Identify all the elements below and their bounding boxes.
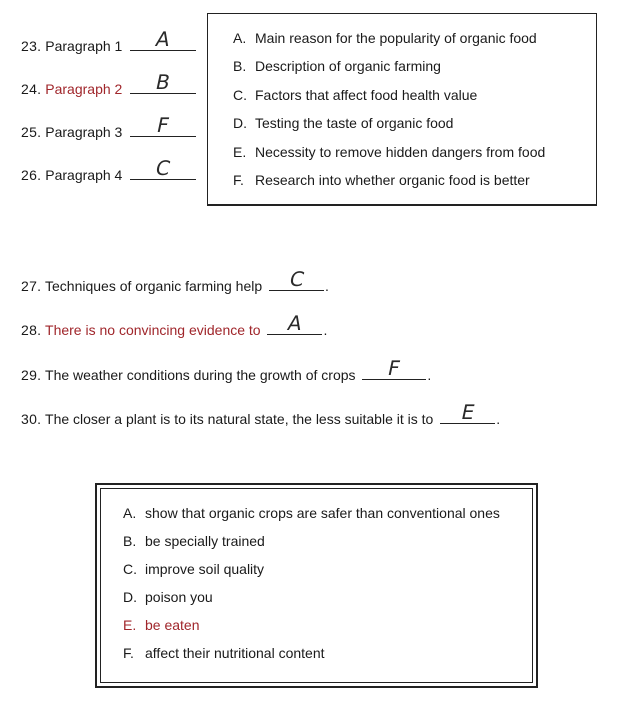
handwritten-answer: C — [287, 267, 307, 291]
option-letter: D. — [123, 589, 137, 605]
option-e — [233, 143, 545, 161]
handwritten-answer: B — [153, 70, 173, 94]
question-number: 25. — [21, 124, 42, 140]
ending-option-e — [123, 616, 200, 634]
option-text: show that organic crops are safer than conventional ones — [145, 505, 500, 521]
answer-blank[interactable] — [362, 356, 426, 380]
handwritten-answer: F — [386, 356, 403, 380]
option-letter: C. — [123, 561, 137, 577]
option-letter: F. — [123, 645, 134, 661]
question-text: There is no convincing evidence to — [45, 322, 261, 338]
option-text: Research into whether organic food is better — [255, 172, 530, 188]
option-c — [233, 86, 477, 104]
option-text: affect their nutritional content — [145, 645, 325, 661]
option-text: be eaten — [145, 617, 200, 633]
question-text: Paragraph 1 — [45, 38, 123, 54]
question-text: Paragraph 3 — [45, 124, 123, 140]
option-text: poison you — [145, 589, 213, 605]
option-text: Description of organic farming — [255, 58, 441, 74]
option-text: improve soil quality — [145, 561, 265, 577]
handwritten-answer: F — [154, 113, 172, 137]
sentence-end: . — [427, 367, 432, 383]
question-number: 24. — [21, 81, 42, 97]
option-letter: A. — [123, 505, 137, 521]
question-30 — [21, 400, 501, 428]
option-letter: A. — [233, 30, 247, 46]
sentence-end: . — [496, 411, 501, 427]
answer-blank[interactable] — [130, 113, 196, 137]
question-number: 27. — [21, 278, 42, 294]
question-text: The weather conditions during the growth of crops — [45, 367, 356, 383]
answer-blank[interactable] — [130, 70, 196, 94]
ending-option-d — [123, 588, 213, 606]
ending-option-a — [123, 504, 500, 522]
question-29 — [21, 356, 432, 384]
option-letter: B. — [123, 533, 137, 549]
option-b — [233, 57, 441, 75]
question-27 — [21, 267, 329, 295]
question-number: 23. — [21, 38, 42, 54]
ending-option-b — [123, 532, 265, 550]
question-number: 28. — [21, 322, 42, 338]
option-f — [233, 171, 530, 189]
answer-blank[interactable] — [130, 156, 196, 180]
handwritten-answer: A — [285, 311, 305, 335]
sentence-end: . — [323, 322, 328, 338]
question-text: Paragraph 4 — [45, 167, 123, 183]
option-d — [233, 114, 453, 132]
question-text: Techniques of organic farming help — [45, 278, 263, 294]
option-letter: E. — [233, 144, 247, 160]
question-23 — [21, 27, 196, 55]
option-letter: B. — [233, 58, 247, 74]
question-28 — [21, 311, 328, 339]
option-text: Necessity to remove hidden dangers from food — [255, 144, 546, 160]
answer-blank[interactable] — [130, 27, 196, 51]
ending-option-c — [123, 560, 264, 578]
sentence-end: . — [325, 278, 329, 294]
option-text: Testing the taste of organic food — [255, 115, 454, 131]
handwritten-answer: C — [153, 156, 173, 180]
option-letter: D. — [233, 115, 247, 131]
option-text: be specially trained — [145, 533, 265, 549]
option-text: Factors that affect food health value — [255, 87, 478, 103]
option-letter: F. — [233, 172, 244, 188]
question-text: Paragraph 2 — [45, 81, 123, 97]
handwritten-answer: E — [458, 400, 477, 424]
question-25 — [21, 113, 196, 141]
ending-option-f — [123, 644, 325, 662]
question-26 — [21, 156, 196, 184]
question-number: 30. — [21, 411, 42, 427]
question-number: 29. — [21, 367, 42, 383]
option-letter: E. — [123, 617, 137, 633]
answer-blank[interactable] — [269, 267, 324, 291]
answer-blank[interactable] — [267, 311, 322, 335]
option-text: Main reason for the popularity of organic food — [255, 30, 537, 46]
question-24 — [21, 70, 196, 98]
handwritten-answer: A — [153, 27, 173, 51]
option-letter: C. — [233, 87, 247, 103]
question-number: 26. — [21, 167, 42, 183]
answer-blank[interactable] — [440, 400, 495, 424]
question-text: The closer a plant is to its natural state, the less suitable it is to — [45, 411, 434, 427]
option-a — [233, 29, 537, 47]
